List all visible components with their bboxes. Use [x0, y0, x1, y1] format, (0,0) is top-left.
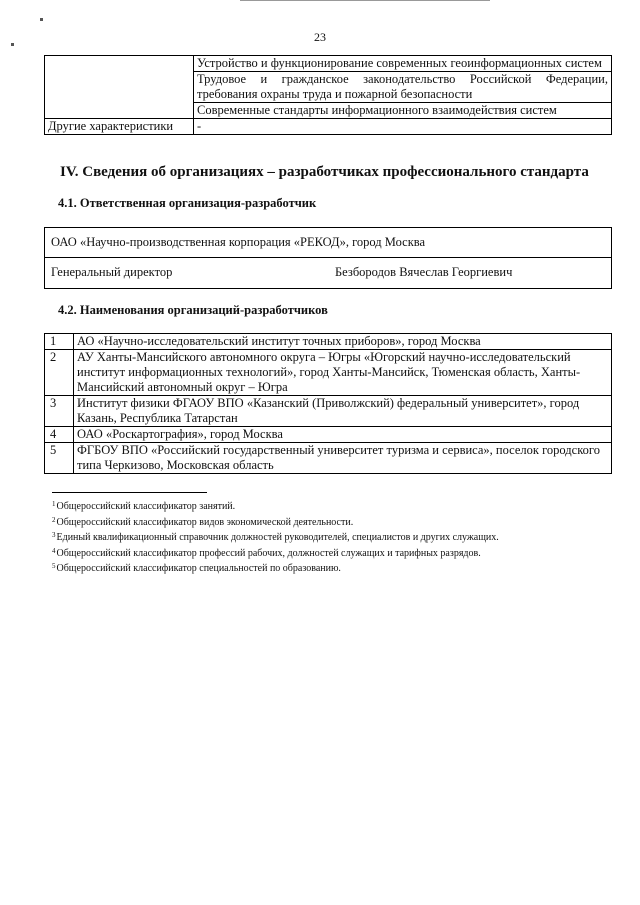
footnote-number: 4 — [52, 546, 56, 555]
table-cell: Трудовое и гражданское законодательство Российской Федерации, требования охраны труда и пожарной безопасности — [194, 72, 612, 103]
scan-artifact-mark — [40, 18, 43, 21]
footnote-text: Общероссийский классификатор видов экономической деятельности. — [56, 516, 354, 528]
responsible-org-name: ОАО «Научно-производственная корпорация «РЕКОД», город Москва — [51, 235, 426, 249]
section-title: IV. Сведения об организациях – разработчиках профессионального стандарта — [60, 164, 589, 180]
footnote-text: Единый квалификационный справочник должностей руководителей, специалистов и других служащих. — [56, 532, 499, 544]
footnote-text: Общероссийский классификатор занятий. — [56, 501, 236, 512]
org-name: ОАО «Роскартография», город Москва — [74, 427, 612, 443]
footnote-number: 2 — [52, 515, 56, 524]
page-number: 23 — [314, 30, 326, 44]
table-row — [45, 443, 612, 474]
row-number: 1 — [45, 334, 74, 350]
footnotes — [52, 498, 499, 576]
footnote — [52, 498, 499, 514]
footnote — [52, 560, 499, 576]
table-row — [45, 427, 612, 443]
footnote-text: Общероссийский классификатор профессий рабочих, должностей служащих и тарифных разрядов. — [56, 547, 481, 559]
subsection-heading-developers: 4.2. Наименования организаций-разработчиков — [58, 303, 328, 317]
responsible-org-box — [44, 227, 612, 289]
footnote-number: 5 — [52, 562, 56, 571]
table-row — [45, 56, 612, 72]
table-cell: Современные стандарты информационного взаимодействия систем — [194, 103, 612, 119]
row-number: 2 — [45, 350, 74, 396]
org-name: ФГБОУ ВПО «Российский государственный университет туризма и сервиса», поселок городского типа Черкизово, Московская область — [74, 443, 612, 474]
org-name: Институт физики ФГАОУ ВПО «Казанский (Приволжский) федеральный университет», город Казань, Республика Татарстан — [74, 396, 612, 427]
row-number: 3 — [45, 396, 74, 427]
subsection-heading-responsible: 4.1. Ответственная организация-разработчик — [58, 196, 317, 210]
responsible-position: Генеральный директор — [51, 265, 173, 279]
org-name: АО «Научно-исследовательский институт точных приборов», город Москва — [74, 334, 612, 350]
table-cell-label: Другие характеристики — [45, 119, 194, 135]
table-row — [45, 350, 612, 396]
scan-artifact-line — [240, 0, 490, 1]
org-name: АУ Ханты-Мансийского автономного округа – Югры «Югорский научно-исследовательский институт информационных технологий», город Ханты-Мансийск, Тюменская область, Ханты-Мансийский автономный округ – Югра — [74, 350, 612, 396]
responsible-person-name: Безбородов Вячеслав Георгиевич — [335, 265, 513, 279]
footnote — [52, 514, 499, 530]
divider — [45, 257, 611, 258]
row-number: 5 — [45, 443, 74, 474]
table-cell-empty — [45, 56, 194, 119]
table-row — [45, 396, 612, 427]
table-row — [45, 119, 612, 135]
table-cell: Устройство и функционирование современных геоинформационных систем — [194, 56, 612, 72]
footnote-number: 1 — [52, 500, 56, 508]
table-row — [45, 334, 612, 350]
competency-table — [44, 55, 612, 135]
footnote — [52, 529, 499, 545]
footnote-number: 3 — [52, 531, 56, 540]
footnote-text: Общероссийский классификатор специальностей по образованию. — [56, 563, 341, 575]
row-number: 4 — [45, 427, 74, 443]
footnote-separator — [52, 492, 207, 493]
developers-table — [44, 333, 612, 474]
footnote — [52, 545, 499, 561]
table-cell: - — [194, 119, 612, 135]
